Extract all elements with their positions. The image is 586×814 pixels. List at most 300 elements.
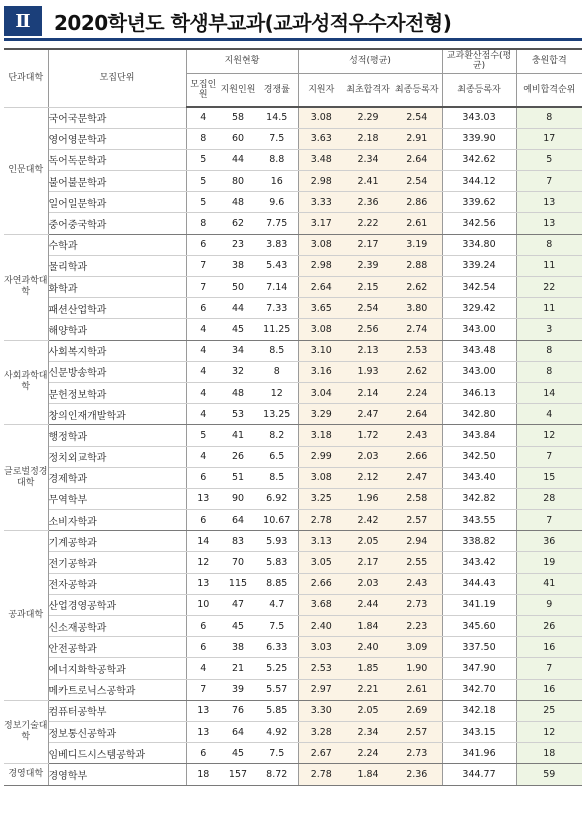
cell-applicants: 26 — [220, 446, 256, 467]
college-name: 사회과학대학 — [4, 340, 48, 425]
table-body — [4, 107, 582, 785]
cell-grade-applicant: 2.64 — [298, 277, 344, 298]
cell-ratio: 8.8 — [256, 149, 298, 170]
admission-results-table — [4, 48, 582, 786]
cell-reserve-rank: 16 — [516, 637, 582, 658]
cell-grade-applicant: 3.08 — [298, 107, 344, 128]
cell-ratio: 8.72 — [256, 764, 298, 785]
cell-quota: 6 — [186, 234, 220, 255]
cell-grade-applicant: 2.78 — [298, 510, 344, 531]
cell-ratio: 4.92 — [256, 721, 298, 742]
cell-grade-final: 3.19 — [392, 234, 442, 255]
cell-applicants: 157 — [220, 764, 256, 785]
cell-grade-first: 2.12 — [344, 467, 392, 488]
cell-grade-first: 2.22 — [344, 213, 392, 234]
department-name: 산업경영공학과 — [48, 594, 186, 615]
cell-grade-first: 2.15 — [344, 277, 392, 298]
cell-grade-final: 2.36 — [392, 764, 442, 785]
cell-reserve-rank: 9 — [516, 594, 582, 615]
cell-applicants: 45 — [220, 616, 256, 637]
cell-applicants: 34 — [220, 340, 256, 361]
cell-applicants: 60 — [220, 128, 256, 149]
cell-quota: 5 — [186, 425, 220, 446]
cell-quota: 10 — [186, 594, 220, 615]
table-row — [4, 573, 582, 594]
cell-conv-score: 344.77 — [442, 764, 516, 785]
cell-applicants: 115 — [220, 573, 256, 594]
table-row — [4, 531, 582, 552]
table-row — [4, 488, 582, 509]
cell-grade-final: 2.69 — [392, 700, 442, 721]
department-name: 기계공학과 — [48, 531, 186, 552]
cell-grade-final: 2.86 — [392, 192, 442, 213]
cell-conv-score: 343.48 — [442, 340, 516, 361]
cell-conv-score: 339.90 — [442, 128, 516, 149]
department-name: 일어일문학과 — [48, 192, 186, 213]
table-row — [4, 171, 582, 192]
cell-grade-final: 2.62 — [392, 277, 442, 298]
cell-grade-applicant: 3.04 — [298, 382, 344, 403]
cell-ratio: 12 — [256, 382, 298, 403]
cell-reserve-rank: 7 — [516, 446, 582, 467]
table-row — [4, 382, 582, 403]
department-name: 행정학과 — [48, 425, 186, 446]
cell-grade-first: 1.93 — [344, 361, 392, 382]
cell-grade-first: 2.34 — [344, 149, 392, 170]
cell-grade-final: 2.57 — [392, 510, 442, 531]
cell-applicants: 38 — [220, 255, 256, 276]
cell-grade-applicant: 2.99 — [298, 446, 344, 467]
cell-grade-first: 2.56 — [344, 319, 392, 340]
department-name: 신문방송학과 — [48, 361, 186, 382]
cell-conv-score: 342.80 — [442, 404, 516, 425]
cell-grade-applicant: 3.05 — [298, 552, 344, 573]
cell-grade-first: 2.05 — [344, 700, 392, 721]
college-name: 인문대학 — [4, 107, 48, 234]
cell-ratio: 14.5 — [256, 107, 298, 128]
cell-grade-final: 2.66 — [392, 446, 442, 467]
cell-applicants: 47 — [220, 594, 256, 615]
department-name: 불어불문학과 — [48, 171, 186, 192]
table-row — [4, 361, 582, 382]
cell-conv-score: 344.43 — [442, 573, 516, 594]
department-name: 문헌정보학과 — [48, 382, 186, 403]
cell-conv-score: 343.84 — [442, 425, 516, 446]
department-name: 전자공학과 — [48, 573, 186, 594]
college-name: 자연과학대학 — [4, 234, 48, 340]
cell-grade-first: 2.17 — [344, 234, 392, 255]
cell-grade-final: 2.47 — [392, 467, 442, 488]
cell-quota: 4 — [186, 658, 220, 679]
table-row — [4, 721, 582, 742]
cell-applicants: 64 — [220, 721, 256, 742]
cell-reserve-rank: 8 — [516, 234, 582, 255]
cell-conv-score: 342.50 — [442, 446, 516, 467]
cell-quota: 13 — [186, 488, 220, 509]
cell-reserve-rank: 25 — [516, 700, 582, 721]
cell-grade-final: 2.43 — [392, 425, 442, 446]
cell-grade-final: 2.53 — [392, 340, 442, 361]
col-header-reserve-rank: 예비합격순위 — [516, 73, 582, 107]
col-header-college: 단과대학 — [4, 49, 48, 107]
cell-grade-first: 2.14 — [344, 382, 392, 403]
cell-grade-final: 2.54 — [392, 171, 442, 192]
cell-reserve-rank: 7 — [516, 171, 582, 192]
department-name: 화학과 — [48, 277, 186, 298]
cell-grade-final: 2.43 — [392, 573, 442, 594]
cell-quota: 4 — [186, 446, 220, 467]
table-row — [4, 679, 582, 700]
table-row — [4, 743, 582, 764]
table-row — [4, 213, 582, 234]
cell-grade-applicant: 3.28 — [298, 721, 344, 742]
cell-quota: 8 — [186, 128, 220, 149]
cell-ratio: 8.85 — [256, 573, 298, 594]
department-name: 사회복지학과 — [48, 340, 186, 361]
table-row — [4, 107, 582, 128]
cell-quota: 7 — [186, 277, 220, 298]
cell-ratio: 6.92 — [256, 488, 298, 509]
col-header-grade-applicant: 지원자 — [298, 73, 344, 107]
cell-grade-applicant: 2.40 — [298, 616, 344, 637]
cell-quota: 13 — [186, 700, 220, 721]
cell-grade-first: 2.41 — [344, 171, 392, 192]
cell-reserve-rank: 5 — [516, 149, 582, 170]
table-row — [4, 340, 582, 361]
cell-quota: 6 — [186, 298, 220, 319]
cell-conv-score: 342.56 — [442, 213, 516, 234]
cell-grade-final: 2.88 — [392, 255, 442, 276]
cell-applicants: 58 — [220, 107, 256, 128]
cell-grade-final: 2.54 — [392, 107, 442, 128]
college-name: 정보기술대학 — [4, 700, 48, 764]
col-group-conv: 교과환산점수(평균) — [442, 49, 516, 73]
table-row — [4, 404, 582, 425]
department-name: 메카트로닉스공학과 — [48, 679, 186, 700]
cell-ratio: 11.25 — [256, 319, 298, 340]
table-row — [4, 319, 582, 340]
col-header-grade-first: 최초합격자 — [344, 73, 392, 107]
cell-reserve-rank: 8 — [516, 361, 582, 382]
cell-grade-first: 2.42 — [344, 510, 392, 531]
cell-applicants: 64 — [220, 510, 256, 531]
cell-quota: 5 — [186, 192, 220, 213]
cell-grade-applicant: 2.98 — [298, 255, 344, 276]
cell-grade-final: 2.23 — [392, 616, 442, 637]
cell-grade-first: 2.03 — [344, 446, 392, 467]
table-row — [4, 255, 582, 276]
cell-grade-applicant: 3.48 — [298, 149, 344, 170]
cell-reserve-rank: 14 — [516, 382, 582, 403]
cell-conv-score: 343.03 — [442, 107, 516, 128]
cell-reserve-rank: 8 — [516, 107, 582, 128]
department-name: 국어국문학과 — [48, 107, 186, 128]
table-row — [4, 637, 582, 658]
cell-applicants: 45 — [220, 743, 256, 764]
cell-conv-score: 345.60 — [442, 616, 516, 637]
cell-applicants: 41 — [220, 425, 256, 446]
cell-ratio: 7.14 — [256, 277, 298, 298]
cell-applicants: 50 — [220, 277, 256, 298]
cell-ratio: 7.33 — [256, 298, 298, 319]
cell-grade-applicant: 3.18 — [298, 425, 344, 446]
cell-conv-score: 329.42 — [442, 298, 516, 319]
table-row — [4, 446, 582, 467]
department-name: 경영학부 — [48, 764, 186, 785]
cell-reserve-rank: 17 — [516, 128, 582, 149]
cell-applicants: 45 — [220, 319, 256, 340]
cell-conv-score: 342.82 — [442, 488, 516, 509]
table-row — [4, 192, 582, 213]
cell-applicants: 44 — [220, 149, 256, 170]
cell-quota: 6 — [186, 616, 220, 637]
cell-grade-first: 1.96 — [344, 488, 392, 509]
department-name: 수학과 — [48, 234, 186, 255]
table-row — [4, 552, 582, 573]
cell-grade-first: 2.29 — [344, 107, 392, 128]
cell-applicants: 70 — [220, 552, 256, 573]
cell-grade-first: 2.05 — [344, 531, 392, 552]
cell-grade-applicant: 3.65 — [298, 298, 344, 319]
cell-applicants: 39 — [220, 679, 256, 700]
department-name: 무역학부 — [48, 488, 186, 509]
cell-grade-applicant: 3.10 — [298, 340, 344, 361]
cell-reserve-rank: 7 — [516, 658, 582, 679]
cell-conv-score: 341.19 — [442, 594, 516, 615]
cell-reserve-rank: 16 — [516, 679, 582, 700]
cell-grade-applicant: 2.53 — [298, 658, 344, 679]
cell-grade-applicant: 3.08 — [298, 467, 344, 488]
cell-quota: 14 — [186, 531, 220, 552]
cell-ratio: 13.25 — [256, 404, 298, 425]
cell-conv-score: 343.55 — [442, 510, 516, 531]
cell-grade-first: 2.54 — [344, 298, 392, 319]
cell-applicants: 62 — [220, 213, 256, 234]
cell-grade-final: 2.91 — [392, 128, 442, 149]
cell-quota: 6 — [186, 743, 220, 764]
cell-quota: 5 — [186, 171, 220, 192]
col-header-ratio: 경쟁률 — [256, 73, 298, 107]
cell-reserve-rank: 11 — [516, 298, 582, 319]
cell-grade-applicant: 3.08 — [298, 234, 344, 255]
cell-quota: 4 — [186, 361, 220, 382]
cell-ratio: 5.43 — [256, 255, 298, 276]
cell-quota: 8 — [186, 213, 220, 234]
table-row — [4, 234, 582, 255]
cell-grade-first: 1.84 — [344, 764, 392, 785]
cell-conv-score: 341.96 — [442, 743, 516, 764]
department-name: 임베디드시스템공학과 — [48, 743, 186, 764]
cell-grade-applicant: 3.17 — [298, 213, 344, 234]
department-name: 독어독문학과 — [48, 149, 186, 170]
cell-applicants: 48 — [220, 382, 256, 403]
department-name: 정치외교학과 — [48, 446, 186, 467]
cell-grade-first: 2.34 — [344, 721, 392, 742]
cell-quota: 13 — [186, 721, 220, 742]
college-name: 경영대학 — [4, 764, 48, 785]
col-group-apply: 지원현황 — [186, 49, 298, 73]
table-row — [4, 298, 582, 319]
cell-grade-applicant: 3.29 — [298, 404, 344, 425]
cell-applicants: 38 — [220, 637, 256, 658]
cell-ratio: 7.75 — [256, 213, 298, 234]
table-row — [4, 467, 582, 488]
cell-ratio: 10.67 — [256, 510, 298, 531]
cell-conv-score: 347.90 — [442, 658, 516, 679]
cell-applicants: 23 — [220, 234, 256, 255]
cell-reserve-rank: 3 — [516, 319, 582, 340]
department-name: 전기공학과 — [48, 552, 186, 573]
cell-quota: 6 — [186, 637, 220, 658]
department-name: 창의인재개발학과 — [48, 404, 186, 425]
col-group-grade: 성적(평균) — [298, 49, 442, 73]
cell-ratio: 5.83 — [256, 552, 298, 573]
cell-reserve-rank: 59 — [516, 764, 582, 785]
cell-reserve-rank: 19 — [516, 552, 582, 573]
cell-reserve-rank: 15 — [516, 467, 582, 488]
cell-conv-score: 343.15 — [442, 721, 516, 742]
cell-ratio: 8.5 — [256, 467, 298, 488]
cell-quota: 7 — [186, 255, 220, 276]
cell-grade-final: 3.09 — [392, 637, 442, 658]
cell-reserve-rank: 13 — [516, 192, 582, 213]
cell-conv-score: 334.80 — [442, 234, 516, 255]
cell-quota: 5 — [186, 149, 220, 170]
cell-grade-final: 2.58 — [392, 488, 442, 509]
college-name: 글로벌정경대학 — [4, 425, 48, 531]
cell-grade-applicant: 3.16 — [298, 361, 344, 382]
cell-grade-final: 2.74 — [392, 319, 442, 340]
table-row — [4, 700, 582, 721]
cell-grade-applicant: 3.30 — [298, 700, 344, 721]
cell-quota: 4 — [186, 319, 220, 340]
cell-grade-applicant: 2.66 — [298, 573, 344, 594]
cell-ratio: 16 — [256, 171, 298, 192]
cell-grade-final: 2.94 — [392, 531, 442, 552]
department-name: 안전공학과 — [48, 637, 186, 658]
cell-grade-applicant: 3.13 — [298, 531, 344, 552]
department-name: 중어중국학과 — [48, 213, 186, 234]
col-header-applicants: 지원인원 — [220, 73, 256, 107]
cell-grade-first: 1.72 — [344, 425, 392, 446]
table-row — [4, 149, 582, 170]
cell-grade-final: 2.55 — [392, 552, 442, 573]
cell-grade-first: 2.21 — [344, 679, 392, 700]
cell-applicants: 53 — [220, 404, 256, 425]
cell-reserve-rank: 4 — [516, 404, 582, 425]
col-group-pass: 충원합격 — [516, 49, 582, 73]
cell-grade-final: 2.73 — [392, 594, 442, 615]
cell-applicants: 83 — [220, 531, 256, 552]
cell-quota: 7 — [186, 679, 220, 700]
cell-grade-first: 1.84 — [344, 616, 392, 637]
cell-applicants: 90 — [220, 488, 256, 509]
cell-ratio: 5.93 — [256, 531, 298, 552]
cell-conv-score: 344.12 — [442, 171, 516, 192]
cell-ratio: 5.25 — [256, 658, 298, 679]
cell-quota: 12 — [186, 552, 220, 573]
cell-reserve-rank: 11 — [516, 255, 582, 276]
cell-applicants: 44 — [220, 298, 256, 319]
cell-reserve-rank: 22 — [516, 277, 582, 298]
cell-grade-applicant: 2.98 — [298, 171, 344, 192]
cell-ratio: 9.6 — [256, 192, 298, 213]
cell-ratio: 7.5 — [256, 128, 298, 149]
cell-grade-applicant: 2.78 — [298, 764, 344, 785]
cell-grade-final: 1.90 — [392, 658, 442, 679]
cell-ratio: 8 — [256, 361, 298, 382]
college-name: 공과대학 — [4, 531, 48, 701]
department-name: 영어영문학과 — [48, 128, 186, 149]
col-header-conv-final: 최종등록자 — [442, 73, 516, 107]
cell-applicants: 21 — [220, 658, 256, 679]
cell-ratio: 5.85 — [256, 700, 298, 721]
cell-grade-first: 2.13 — [344, 340, 392, 361]
cell-grade-final: 2.57 — [392, 721, 442, 742]
cell-reserve-rank: 12 — [516, 721, 582, 742]
cell-applicants: 51 — [220, 467, 256, 488]
department-name: 소비자학과 — [48, 510, 186, 531]
cell-conv-score: 342.54 — [442, 277, 516, 298]
cell-conv-score: 339.62 — [442, 192, 516, 213]
title-bar — [4, 4, 582, 38]
cell-grade-final: 2.73 — [392, 743, 442, 764]
cell-applicants: 76 — [220, 700, 256, 721]
cell-grade-applicant: 2.67 — [298, 743, 344, 764]
table-row — [4, 425, 582, 446]
cell-ratio: 5.57 — [256, 679, 298, 700]
cell-reserve-rank: 18 — [516, 743, 582, 764]
department-name: 물리학과 — [48, 255, 186, 276]
cell-grade-first: 2.47 — [344, 404, 392, 425]
cell-grade-applicant: 2.97 — [298, 679, 344, 700]
cell-conv-score: 342.62 — [442, 149, 516, 170]
department-name: 컴퓨터공학부 — [48, 700, 186, 721]
page-title: 2020학년도 학생부교과(교과성적우수자전형) — [54, 10, 452, 35]
cell-grade-first: 2.39 — [344, 255, 392, 276]
cell-grade-first: 2.18 — [344, 128, 392, 149]
table-row — [4, 277, 582, 298]
cell-ratio: 8.5 — [256, 340, 298, 361]
cell-reserve-rank: 28 — [516, 488, 582, 509]
cell-conv-score: 343.42 — [442, 552, 516, 573]
col-header-grade-final: 최종등록자 — [392, 73, 442, 107]
cell-grade-first: 1.85 — [344, 658, 392, 679]
cell-ratio: 4.7 — [256, 594, 298, 615]
cell-grade-applicant: 3.63 — [298, 128, 344, 149]
cell-grade-first: 2.36 — [344, 192, 392, 213]
cell-conv-score: 343.40 — [442, 467, 516, 488]
cell-applicants: 48 — [220, 192, 256, 213]
col-header-quota: 모집인원 — [186, 73, 220, 107]
cell-quota: 18 — [186, 764, 220, 785]
cell-grade-first: 2.03 — [344, 573, 392, 594]
cell-conv-score: 343.00 — [442, 319, 516, 340]
cell-grade-final: 2.64 — [392, 404, 442, 425]
cell-ratio: 6.5 — [256, 446, 298, 467]
cell-reserve-rank: 12 — [516, 425, 582, 446]
department-name: 패션산업학과 — [48, 298, 186, 319]
cell-grade-first: 2.44 — [344, 594, 392, 615]
department-name: 신소재공학과 — [48, 616, 186, 637]
col-header-unit: 모집단위 — [48, 49, 186, 107]
cell-quota: 6 — [186, 467, 220, 488]
cell-reserve-rank: 7 — [516, 510, 582, 531]
department-name: 에너지화학공학과 — [48, 658, 186, 679]
table-row — [4, 128, 582, 149]
cell-quota: 13 — [186, 573, 220, 594]
cell-grade-applicant: 3.33 — [298, 192, 344, 213]
